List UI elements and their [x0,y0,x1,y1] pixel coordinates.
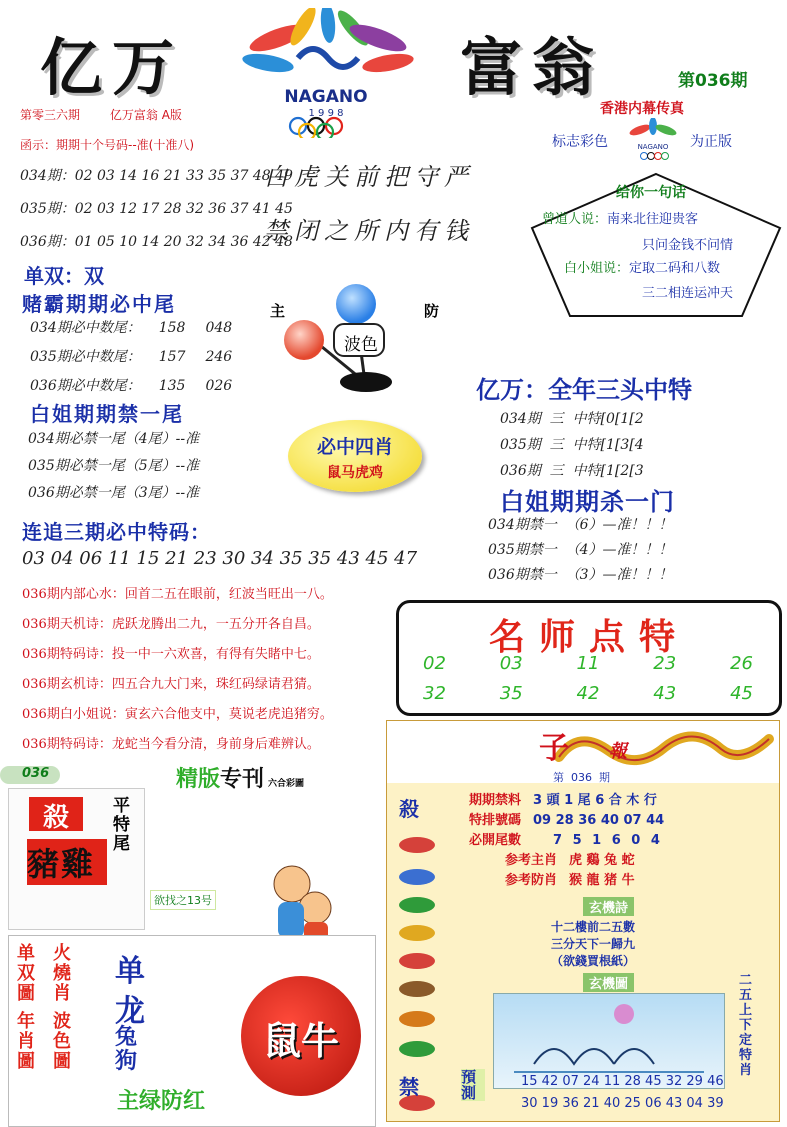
forbid-row: 035期必禁一尾（5尾）--准 [28,458,200,474]
number-row: 035期：02 03 12 17 28 32 36 37 41 45 [20,201,293,217]
ten-number-hint: 函示：期期十个号码--准(十准八) [20,138,195,152]
forecast-lines [469,791,664,891]
main-green-label: 主绿防红 [117,1089,206,1114]
forecast-line: 必開尾數 7 5 1 6 0 4 [469,833,663,848]
chart-collage [8,935,376,1127]
pentagon-title: 给你一句话 [616,185,686,201]
kill-door-row: 035期禁一 （4）—准！！！ [488,542,673,558]
predict-label: 預測 [461,1069,485,1101]
kill-label: 殺 [399,797,419,821]
rabbit-dog-label: 兔狗 [115,1025,138,1074]
master-row-1: 02 03 11 23 26 [423,653,753,674]
predict-numbers: 15 42 07 24 11 28 45 32 29 46 30 19 36 21 40 25 06 43 04 39 [521,1074,724,1111]
ten-number-rows [20,160,293,259]
side-text: 二五上下定特肖 [739,973,753,1078]
tail-row: 036期必中数尾： 135 026 [30,378,233,394]
forecast-line: 期期禁料 3 頭 1 尾 6 合 木 行 [469,793,657,808]
black-ball-icon [340,372,392,392]
consecutive-numbers: 03 04 06 11 15 21 23 30 34 35 35 43 45 47 [22,548,418,569]
poem-line: 036期天机诗：虎跃龙腾出二九，一五分开各自昌。 [22,617,320,632]
four-zodiac-animals: 鼠马虎鸡 [327,465,383,481]
zi-char: 子 [539,731,569,766]
mystic-title: 玄機詩 [583,897,634,916]
tail-row: 035期必中数尾： 157 246 [30,349,233,365]
kill-char: 殺 [29,797,83,831]
kill-animals: 豬雞 [27,839,107,885]
zodiac-animal-icons [399,837,435,1111]
kill-door-row: 036期禁一 （3）—准！！！ [488,567,673,583]
four-zodiac-title: 必中四肖 [316,436,393,458]
forbid-row: 036期必禁一尾（3尾）--准 [28,485,200,501]
forecast-line: 参考防肖 猴 龍 猪 牛 [505,873,635,888]
poem-line: 036期内部心水：回首二五在眼前，红波当旺出一八。 [22,587,333,602]
long-char: 龙 [115,994,145,1029]
right-issue: 第 036 期 [553,771,610,784]
seal-circle-icon [241,976,361,1096]
forecast-line: 参考主肖 虎 鷄 兔 蛇 [505,853,635,868]
three-head-row: 034期 三 中特[0[1[2 [500,411,644,427]
svg-text:NAGANO: NAGANO [637,143,669,151]
olympic-rings-icon [290,118,342,138]
title-left: 亿万 [40,31,185,104]
four-zodiac-badge [288,420,422,492]
period-label: 第零三六期 亿万富翁 A版 [20,108,182,122]
wave-color-diagram [270,282,460,402]
ban-label: 禁 [399,1075,419,1099]
poem-line: 036期白小姐说：寅玄六合他支中，莫说老虎追猪穷。 [22,707,333,722]
zodiac-column [393,787,441,1113]
kill-door-rows [488,513,673,588]
odd-even-chart: 单双圖 [17,943,35,1004]
number-row: 036期：01 05 10 14 20 32 34 36 42 48 [20,234,293,250]
official-left: 标志彩色 [552,134,608,150]
flower-petals-icon [241,8,415,75]
number-row: 034期：02 03 14 16 21 33 35 37 48 49 [20,168,293,184]
bottom-right-panel [386,720,780,1122]
three-head-title: 亿万：全年三头中特 [476,376,692,404]
three-head-row: 035期 三 中特[1[3[4 [500,437,644,453]
main-label: 主 [270,302,286,320]
guard-label: 防 [424,302,440,320]
svg-text:1 9 9 8: 1 9 9 8 [308,108,344,119]
poem-list [22,580,333,760]
master-row-2: 32 35 42 43 45 [423,683,753,704]
odd-even-label: 单双：双 [24,264,104,288]
three-head-row: 036期 三 中特[1[2[3 [500,463,644,479]
poem-line: 036期特码诗：龙蛇当今看分清，身前身后难辨认。 [22,737,320,752]
issue-badge: 036 [0,766,60,784]
forbid-row: 034期必禁一尾（4尾）--准 [28,431,200,447]
bottom-left-panel [0,760,382,1127]
mystic-lines: 十二樓前二五數 三分天下一歸九 （欲錢買根紙） [551,920,636,968]
three-head-rows [500,406,644,484]
special-brand: 精版专刊 六合彩圖 [176,767,305,792]
quote-pentagon: 给你一句话 曾道人说：南来北往迎贵客 只问金钱不问情 白小姐说：定取二码和八数 三二相连运冲天 [528,170,784,320]
forbid-tail-title: 白姐期期禁一尾 [30,402,184,426]
master-pick-box [396,600,782,716]
official-right: 为正版 [690,134,732,150]
tail-rows [30,314,232,401]
dan-char: 单 [115,954,145,989]
mini-nagano-logo [622,118,684,162]
poem-line: 036期特码诗：投一中一六欢喜，有得有失睹中七。 [22,647,320,662]
year-zodiac-chart: 年肖圖 [17,1011,35,1072]
consecutive-title: 连追三期必中特码： [22,520,211,544]
kill-door-title: 白姐期期杀一门 [500,488,675,516]
tail-row: 034期必中数尾： 158 048 [30,320,233,336]
nagano-logo [228,8,424,138]
blue-ball-icon [336,284,376,324]
poem: 白虎关前把守严 禁闭之所内有钱 [264,163,474,245]
hk-fax-label: 香港内幕传真 [600,101,684,117]
dragon-banner [387,721,779,783]
red-ball-icon [284,320,324,360]
bao-char: 報 [609,741,627,762]
forbid-tail-rows [28,426,199,507]
forecast-line: 特排號碼 09 28 36 40 07 44 [469,813,665,828]
master-title: 名师点特 [488,616,689,658]
poem-line: 036期玄机诗：四五合九大门来，珠红码绿请君猜。 [22,677,320,692]
picture-title: 玄機圖 [583,973,634,992]
svg-text:NAGANO: NAGANO [284,87,368,107]
find-hint: 欲找之13号 [150,890,216,910]
issue-label: 第036期 [678,71,748,91]
special-tail: 平特尾 [113,796,130,854]
kill-door-row: 034期禁一 （6）—准！！！ [488,517,673,533]
seal-text: 鼠牛 [262,1019,339,1063]
wave-color-chart: 波色圖 [53,1011,71,1072]
title-right: 富翁 [460,31,605,104]
kill-card [8,788,145,930]
wave-color-label: 波色 [344,335,378,355]
fire-zodiac-chart: 火燒肖 [53,943,71,1004]
tail-title: 赌霸期期必中尾 [22,292,176,316]
